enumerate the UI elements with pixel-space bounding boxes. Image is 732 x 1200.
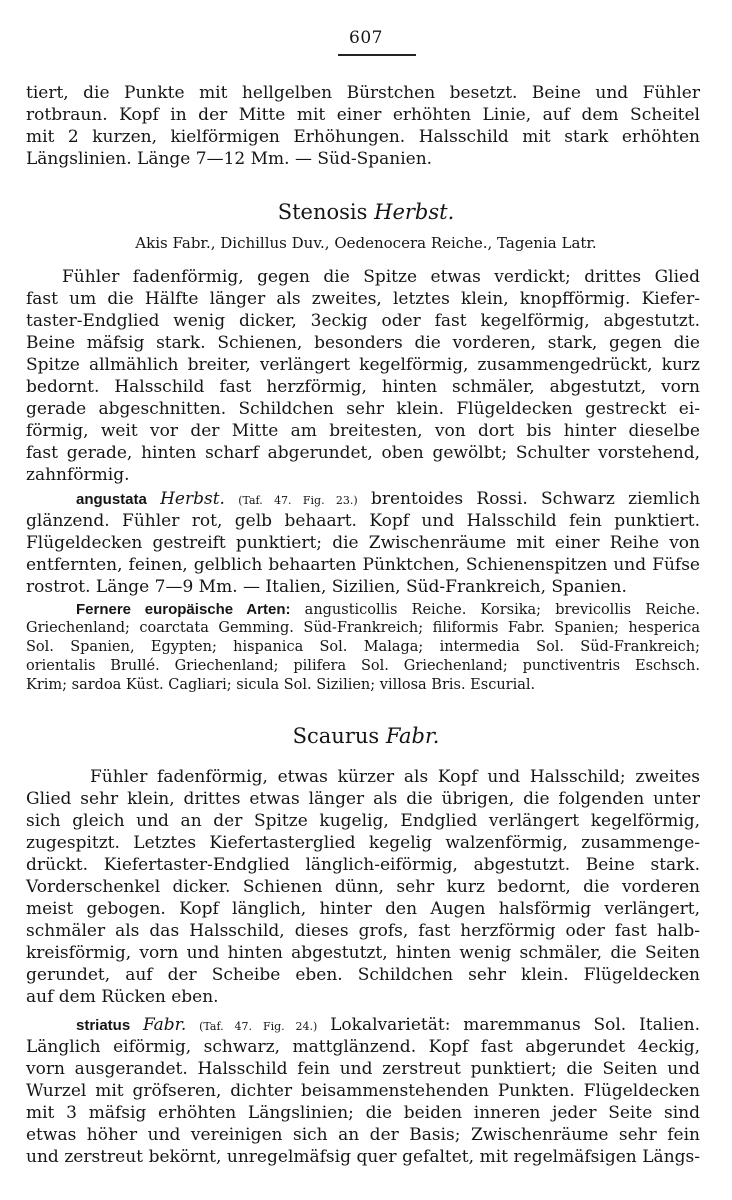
text-line: Längslinien. Länge 7—12 Mm. — Süd-Spanien. [26,149,433,169]
text-line: mit 2 kurzen, kielförmigen Erhöhungen. Halsschild mit stark erhöhten [26,127,700,147]
text-line: taster-Endglied wenig dicker, 3eckig oder fast kegelförmig, abgestutzt. [26,311,700,331]
text-line: Beine mäfsig stark. Schienen, besonders die vorderen, stark, gegen die [26,333,700,353]
page-number: 607 [349,28,383,48]
text-line: tiert, die Punkte mit hellgelben Bürstchen besetzt. Beine und Fühler [26,83,700,103]
species-striatus [26,1014,700,1168]
plate-reference: (Taf. 47. Fig. 24.) [199,1020,318,1033]
text-line: mit 3 mäfsig erhöhten Längslinien; die beiden inneren jeder Seite sind [26,1103,700,1123]
genus-name: Scaurus [292,724,380,748]
text-line: glänzend. Fühler rot, gelb behaart. Kopf und Halsschild fein punktiert. [26,511,700,531]
text-line: Glied sehr klein, drittes etwas länger als die übrigen, die folgenden unter [26,789,700,809]
genus-author: Fabr. [385,724,440,748]
species-text: brentoides Rossi. Schwarz ziemlich [370,489,701,509]
text-line: rotbraun. Kopf in der Mitte mit einer erhöhten Linie, auf dem Scheitel [26,105,700,125]
other-species-paragraph [26,600,700,695]
text-line: fast um die Hälfte länger als zweites, letztes klein, knopfförmig. Kiefer- [26,289,700,309]
text-line: sich gleich und an der Spitze kugelig, Endglied verlängert kegelförmig, [26,811,700,831]
text-line: etwas höher und vereinigen sich an der Basis; Zwischenräume sehr fein [26,1125,700,1145]
text-line: Griechenland; coarctata Gemming. Süd-Frankreich; filiformis Fabr. Spanien; hesperica [26,620,700,636]
text-line: Sol. Spanien, Egypten; hispanica Sol. Malaga; intermedia Sol. Süd-Frankreich; [26,639,700,655]
text-line: Spitze allmählich breiter, verlängert kegelförmig, zusammengedrückt, kurz [26,355,700,375]
other-species-first-line [26,600,700,619]
text-line: zugespitzt. Letztes Kiefertasterglied kegelig walzenförmig, zusammenge- [26,833,700,853]
text-line: entfernten, feinen, gelblich behaarten Pünktchen, Schienenspitzen und Füfse [26,555,700,575]
plate-reference: (Taf. 47. Fig. 23.) [238,494,358,507]
text-line: förmig, weit vor der Mitte am breitesten, von dort bis hinter dieselbe [26,421,700,441]
species-first-line [26,488,700,510]
species-angustata [26,488,700,598]
text-line: Flügeldecken gestreift punktiert; die Zwischenräume mit einer Reihe von [26,533,700,553]
other-species-label: Fernere europäische Arten: [76,601,291,618]
species-author: Fabr. [143,1015,187,1035]
text-line: auf dem Rücken eben. [26,987,219,1007]
genus-heading-scaurus [0,722,732,750]
text-line: zahnförmig. [26,465,130,485]
page-number-rule [338,54,416,56]
text-line: Vorderschenkel dicker. Schienen dünn, sehr kurz bedornt, die vorderen [26,877,700,897]
text-line: Fühler fadenförmig, gegen die Spitze etwas verdickt; drittes Glied [62,267,700,287]
genus-heading-stenosis [0,198,732,226]
text-line: gerundet, auf der Scheibe eben. Schildchen sehr klein. Flügeldecken [26,965,700,985]
scaurus-description [26,766,700,1008]
genus-author: Herbst. [374,200,455,224]
text-line: kreisförmig, vorn und hinten abgestutzt, hinten wenig schmäler, die Seiten [26,943,700,963]
text-line: meist gebogen. Kopf länglich, hinter den Augen halsförmig verlängert, [26,899,700,919]
text-line: Länglich eiförmig, schwarz, mattglänzend. Kopf fast abgerundet 4eckig, [26,1037,700,1057]
text-line: schmäler als das Halsschild, dieses grofs, fast herzförmig oder fast halb- [26,921,700,941]
text-line: Wurzel mit gröfseren, dichter beisammenstehenden Punkten. Flügeldecken [26,1081,700,1101]
species-name: angustata [76,491,147,508]
genus-name: Stenosis [277,200,368,224]
text-line: vorn ausgerandet. Halsschild fein und zerstreut punktiert; die Seiten und [26,1059,700,1079]
intro-paragraph [26,82,700,170]
stenosis-description [26,266,700,486]
text-line: drückt. Kiefertaster-Endglied länglich-eiförmig, abgestutzt. Beine stark. [26,855,700,875]
text-line: orientalis Brullé. Griechenland; pilifera Sol. Griechenland; punctiventris Eschsch. [26,658,700,674]
species-name: striatus [76,1017,131,1034]
species-text: Lokalvarietät: maremmanus Sol. Italien. [330,1015,700,1035]
text-line: und zerstreut bekörnt, unregelmäfsig quer gefaltet, mit regelmäfsigen Längs- [26,1147,700,1167]
other-species-text: angusticollis Reiche. Korsika; brevicollis Reiche. [304,602,700,618]
text-line: bedornt. Halsschild fast herzförmig, hinten schmäler, abgestutzt, vorn [26,377,700,397]
text-line: Krim; sardoa Küst. Cagliari; sicula Sol. Sizilien; villosa Bris. Escurial. [26,677,536,693]
text-line: fast gerade, hinten scharf abgerundet, oben gewölbt; Schulter vorstehend, [26,443,700,463]
text-line: rostrot. Länge 7—9 Mm. — Italien, Sizilien, Süd-Frankreich, Spanien. [26,577,627,597]
species-first-line [26,1014,700,1036]
text-line: Fühler fadenförmig, etwas kürzer als Kopf und Halsschild; zweites [90,767,700,787]
species-author: Herbst. [160,489,225,509]
text-line: gerade abgeschnitten. Schildchen sehr klein. Flügeldecken gestreckt ei- [26,399,700,419]
genus-synonyms: Akis Fabr., Dichillus Duv., Oedenocera Reiche., Tagenia Latr. [135,234,597,252]
